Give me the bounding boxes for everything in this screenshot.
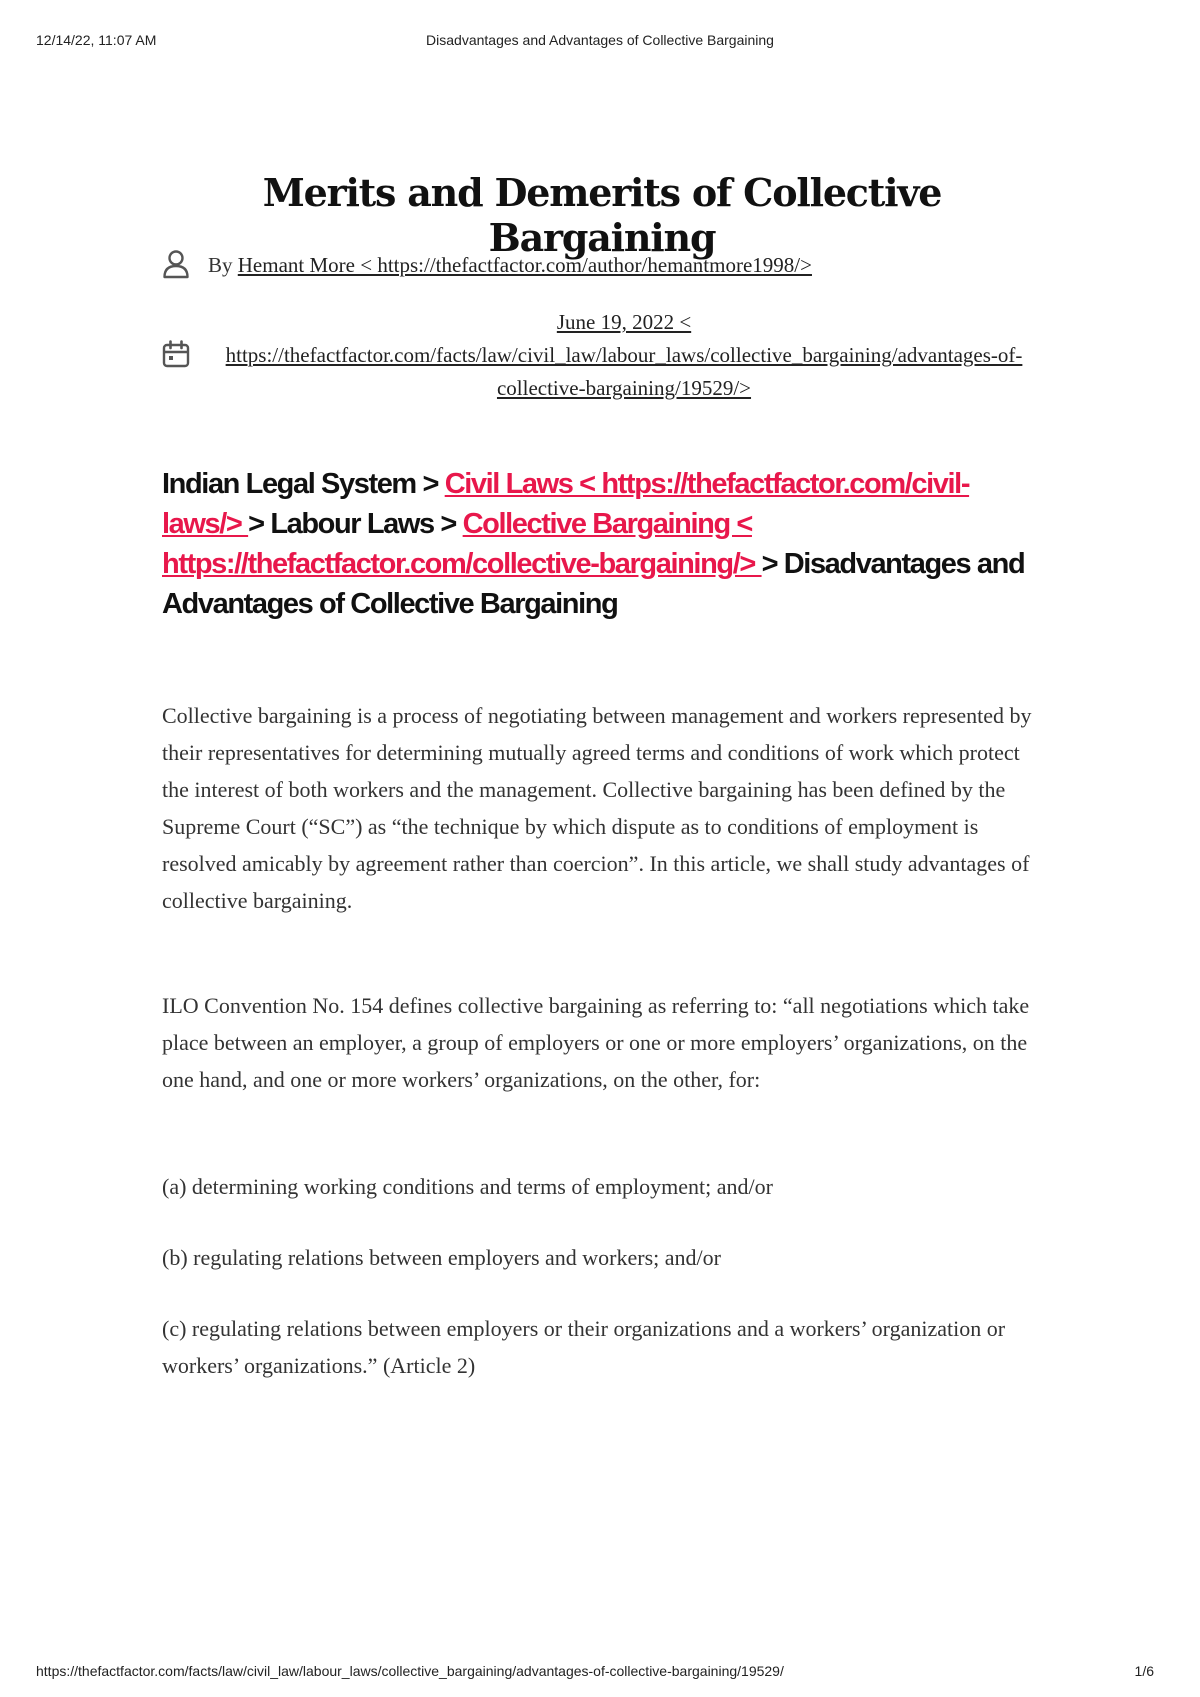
breadcrumb (162, 464, 1042, 624)
print-page-number: 1/6 (1134, 1663, 1154, 1679)
breadcrumb-labour-laws: > Labour Laws > (248, 508, 456, 540)
article-title: Merits and Demerits of Collective Bargaining (262, 170, 942, 260)
breadcrumb-civil-laws-link[interactable]: Civil Laws < https://thefactfactor.com/civil-laws/> (162, 468, 970, 540)
breadcrumb-root: Indian Legal System > (162, 468, 439, 500)
list-item-a: (a) determining working conditions and terms of employment; and/or (162, 1174, 773, 1199)
date-link[interactable]: June 19, 2022 < https://thefactfactor.com/facts/law/civil_law/labour_laws/collective_bargaining/advantages-of-collective-bargaining/19529/> (225, 310, 1023, 400)
print-doc-title: Disadvantages and Advantages of Collective Bargaining (426, 32, 774, 48)
print-url: https://thefactfactor.com/facts/law/civil_law/labour_laws/collective_bargaining/advantages-of-collective-bargaining/19529/ (36, 1663, 784, 1679)
user-icon (162, 249, 190, 285)
print-datetime: 12/14/22, 11:07 AM (36, 32, 157, 48)
list-item-b: (b) regulating relations between employers and workers; and/or (162, 1245, 721, 1270)
author-prefix: By (208, 253, 233, 277)
paragraph-ilo-definition: ILO Convention No. 154 defines collective bargaining as referring to: “all negotiations which take place between an employer, a group of employers or one or more employers’ organizations, on the one hand, and one or more workers’ organizations, on the other, for: (162, 993, 1030, 1092)
author-link[interactable]: Hemant More < https://thefactfactor.com/author/hemantmore1998/> (237, 253, 812, 277)
paragraph-intro: Collective bargaining is a process of negotiating between management and workers represented by their representatives for determining mutually agreed terms and conditions of work which protect the interest of both workers and the management. Collective bargaining has been defined by the Supreme Court (“SC”) as “the technique by which dispute as to conditions of employment is resolved amicably by agreement rather than coercion”. In this article, we shall study advantages of collective bargaining. (162, 703, 1032, 913)
breadcrumb-collective-bargaining-link[interactable]: Collective Bargaining < https://thefactfactor.com/collective-bargaining/> (162, 508, 762, 580)
breadcrumb-current: > Disadvantages and Advantages of Collective Bargaining (162, 548, 1025, 620)
list-item-c: (c) regulating relations between employers or their organizations and a workers’ organization or workers’ organizations.” (Article 2) (162, 1316, 1006, 1378)
calendar-icon (162, 340, 190, 374)
